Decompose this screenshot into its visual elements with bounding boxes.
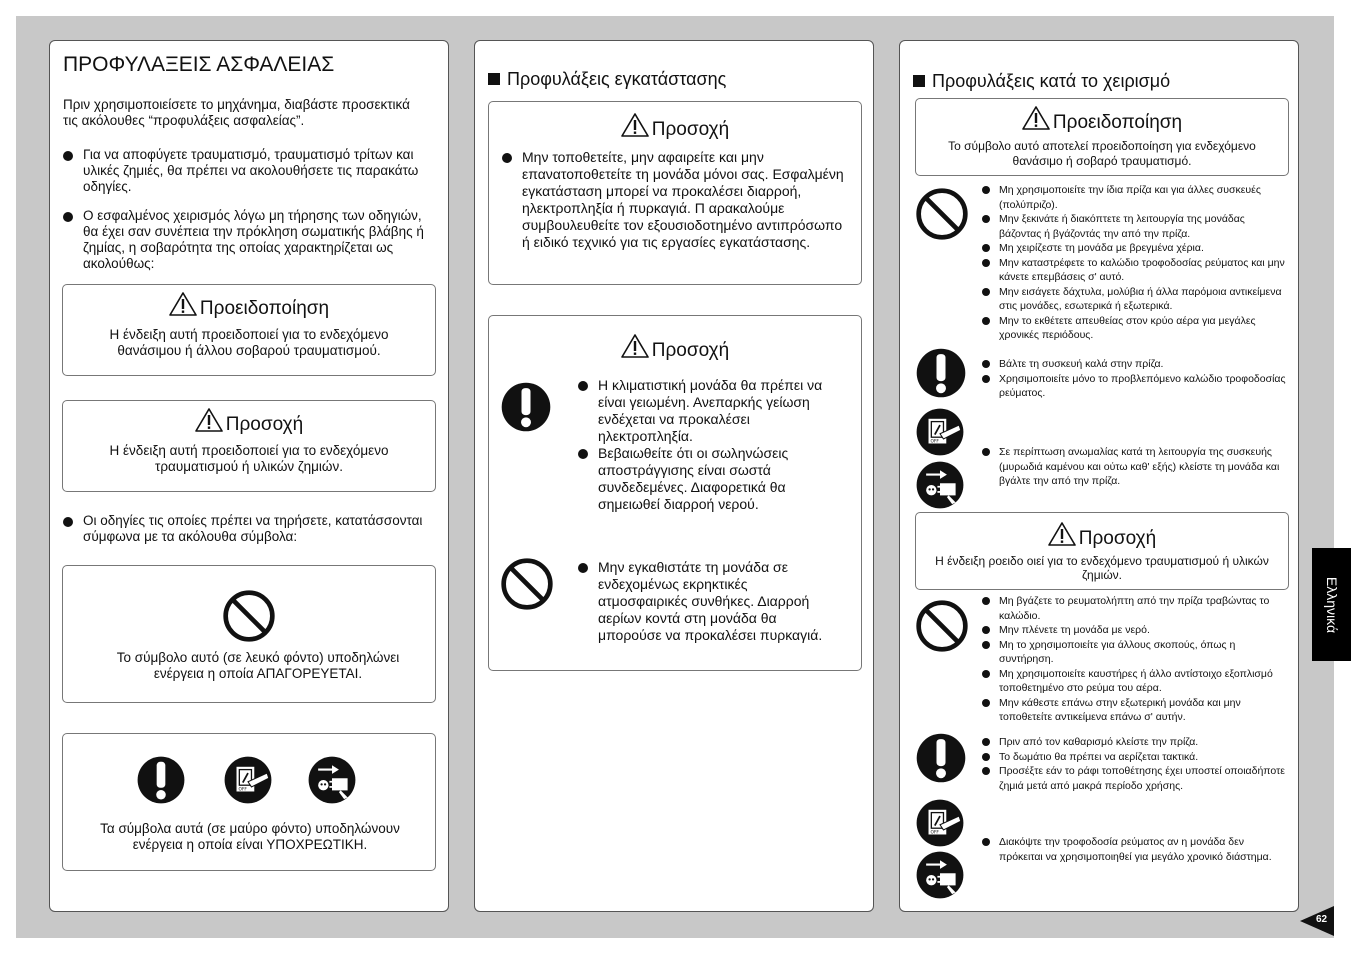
- list-item: Μην πλένετε τη μονάδα με νερό.: [982, 623, 1286, 638]
- heading-square-icon: [488, 73, 500, 85]
- bullet-list: [982, 183, 1286, 343]
- unplug-icon: [914, 459, 966, 511]
- bullet-list: [578, 377, 840, 513]
- warning-triangle-icon: [195, 408, 223, 432]
- caution-text: Η ένδειξη ροειδο οιεί για το ενδεχόμενο τραυματισμού ή υλικών ζημιών.: [935, 554, 1269, 582]
- warning-triangle-icon: [1048, 522, 1076, 546]
- caution-title: Προσοχή: [1078, 528, 1157, 549]
- list-item: Πριν από τον καθαρισμό κλείστε την πρίζα.: [982, 735, 1286, 750]
- bullet-item: Ο εσφαλμένος χειρισμός λόγω μη τήρησης των οδηγιών, θα έχει σαν συνέπεια την πρόκληση σωματικής βλάβης ή ζημίας, η σοβαρότητα της οποίας χαρακτηρίζεται ως ακολούθως:: [63, 208, 435, 272]
- list-item: Μην κάθεστε επάνω στην εξωτερική μονάδα και μην τοποθετείτε αντικείμενα επάνω σ' αυτήν.: [982, 696, 1286, 725]
- language-label: Ελληνικά: [1323, 576, 1340, 633]
- bullet-list: [982, 594, 1286, 725]
- installation-caution-box: [488, 101, 862, 285]
- bullet-list: [982, 357, 1286, 401]
- operation-precautions-panel: [899, 40, 1299, 912]
- list-item: Μη χρησιμοποιείτε την ίδια πρίζα και για άλλες συσκευές (πολύπριζο).: [982, 183, 1286, 212]
- unplug-icon: [914, 849, 966, 901]
- bullet-list: [982, 835, 1286, 864]
- intro-text: Πριν χρησιμοποιείσετε το μηχάνημα, διαβάστε προσεκτικά τις ακόλουθες “προφυλάξεις ασφαλείας”.: [63, 97, 410, 128]
- list-item: Βάλτε τη συσκευή καλά στην πρίζα.: [982, 357, 1286, 372]
- prohibited-icon: [914, 598, 970, 654]
- caution-title: Προσοχή: [651, 340, 730, 361]
- mandatory-symbol-box: [62, 733, 436, 871]
- prohibited-text: Το σύμβολο αυτό (σε λευκό φόντο) υποδηλώνει ενέργεια η οποία ΑΠΑΓΟΡΕΥΕΤΑΙ.: [116, 650, 400, 681]
- list-item: Μη βγάζετε το ρευματολήπτη από την πρίζα τραβώντας το καλώδιο.: [982, 594, 1286, 623]
- installation-caution-box-2: [488, 315, 862, 671]
- warning-text: Η ένδειξη αυτή προειδοποιεί για το ενδεχόμενο θανάσιμου ή άλλου σοβαρού τραυματισμού.: [109, 327, 389, 358]
- bullet-list: [982, 735, 1286, 793]
- list-item: Μην εγκαθιστάτε τη μονάδα σε ενδεχομένως εκρηκτικές ατμοσφαιρικές συνθήκες. Διαρροή αερίων κοντά στη μονάδα θα μπορούσε να προκαλέσει πυρκαγιά.: [578, 559, 840, 644]
- unplug-icon: [306, 754, 358, 806]
- list-item: Σε περίπτωση ανωμαλίας κατά τη λειτουργία της συσκευής (μυρωδιά καμένου και ούτω καθ' εξής) κλείστε τη μονάδα και βγάλτε την από την πρίζα.: [982, 445, 1286, 489]
- warning-triangle-icon: [621, 113, 649, 137]
- bullet-list: [578, 559, 840, 644]
- operation-warning-box: [915, 98, 1289, 176]
- switch-off-icon: [914, 406, 966, 458]
- list-item: Μη χρησιμοποιείτε καυστήρες ή άλλο αντίστοιχο εξοπλισμό τοποθετημένο στο ρεύμα του αέρα.: [982, 667, 1286, 696]
- list-item: Μη το χρησιμοποιείτε για άλλους σκοπούς, όπως η συντήρηση.: [982, 638, 1286, 667]
- safety-precautions-panel: [49, 40, 449, 912]
- exclamation-mandatory-icon: [914, 346, 968, 400]
- bullet-item: Για να αποφύγετε τραυματισμό, τραυματισμό τρίτων και υλικές ζημιές, θα πρέπει να ακολουθήσετε τις παρακάτω οδηγίες.: [63, 147, 435, 195]
- operation-caution-box: [915, 512, 1289, 590]
- switch-off-icon: [222, 754, 274, 806]
- caution-box: [62, 400, 436, 492]
- language-side-tab: [1312, 548, 1351, 661]
- switch-off-icon: [914, 797, 966, 849]
- page-number: 62: [1316, 914, 1328, 925]
- mandatory-text: Τα σύμβολα αυτά (σε μαύρο φόντο) υποδηλώνουν ενέργεια η οποία είναι ΥΠΟΧΡΕΩΤΙΚΗ.: [100, 821, 400, 852]
- list-item: Μην το εκθέτετε απευθείας στον κρύο αέρα για μεγάλες χρονικές περιόδους.: [982, 314, 1286, 343]
- exclamation-mandatory-icon: [135, 754, 187, 806]
- warning-box: [62, 284, 436, 376]
- exclamation-mandatory-icon: [914, 731, 968, 785]
- heading-square-icon: [913, 75, 925, 87]
- caution-text: Η ένδειξη αυτή προειδοποιεί για το ενδεχόμενο τραυματισμού ή υλικών ζημιών.: [109, 443, 389, 474]
- page-title: ΠΡΟΦΥΛΑΞΕΙΣ ΑΣΦΑΛΕΙΑΣ: [63, 53, 335, 76]
- bullet-item: Μην τοποθετείτε, μην αφαιρείτε και μην επανατοποθετείτε τη μονάδα μόνοι σας. Εσφαλμένη εγκατάσταση μπορεί να προκαλέσει διαρροή, ηλεκτροπληξία ή πυρκαγιά. Π αρακαλούμε συμβουλευθείτε τον εξουσιοδοτημένο αντιπρόσωπο ή ειδικό τεχνικό για τις εργασίες εγκατάστασης.: [502, 149, 848, 251]
- list-item: Μην καταστρέφετε το καλώδιο τροφοδοσίας ρεύματος και μην κάνετε επεμβάσεις σ' αυτό.: [982, 256, 1286, 285]
- section-heading: Προφυλάξεις κατά το χειρισμό: [932, 71, 1171, 91]
- prohibited-icon: [221, 588, 277, 644]
- prohibited-symbol-box: [62, 565, 436, 703]
- prohibited-icon: [499, 556, 555, 612]
- warning-title: Προειδοποίηση: [199, 298, 330, 319]
- list-item: Διακόψτε την τροφοδοσία ρεύματος αν η μονάδα δεν πρόκειται να χρησιμοποιηθεί για μεγάλο χρονικό διάστημα.: [982, 835, 1286, 864]
- installation-precautions-panel: [474, 40, 874, 912]
- exclamation-mandatory-icon: [499, 380, 553, 434]
- list-item: Το δωμάτιο θα πρέπει να αερίζεται τακτικά.: [982, 750, 1286, 765]
- warning-triangle-icon: [1022, 106, 1050, 130]
- list-item: Μη χειρίζεστε τη μονάδα με βρεγμένα χέρια.: [982, 241, 1286, 256]
- warning-text: Το σύμβολο αυτό αποτελεί προειδοποίηση για ενδεχόμενο θανάσιμο ή σοβαρό τραυματισμό.: [948, 139, 1256, 168]
- caution-title: Προσοχή: [225, 414, 304, 435]
- warning-title: Προειδοποίηση: [1052, 112, 1183, 133]
- list-item: Η κλιματιστική μονάδα θα πρέπει να είναι γειωμένη. Ανεπαρκής γείωση ενδέχεται να προκαλέσει ηλεκτροπληξία.: [578, 377, 840, 445]
- caution-title: Προσοχή: [651, 119, 730, 140]
- list-item: Μην εισάγετε δάχτυλα, μολύβια ή άλλα παρόμοια αντικείμενα στις μονάδες, εσωτερικά ή εξωτερικά.: [982, 285, 1286, 314]
- list-item: Χρησιμοποιείτε μόνο το προβλεπόμενο καλώδιο τροφοδοσίας ρεύματος.: [982, 372, 1286, 401]
- list-item: Βεβαιωθείτε ότι οι σωληνώσεις αποστράγγισης είναι σωστά συνδεδεμένες. Διαφορετικά θα σημειωθεί διαρροή νερού.: [578, 445, 840, 513]
- warning-triangle-icon: [169, 292, 197, 316]
- list-item: Μην ξεκινάτε ή διακόπτετε τη λειτουργία της μονάδας βάζοντας ή βγάζοντάς την από την πρίζα.: [982, 212, 1286, 241]
- bullet-item: Οι οδηγίες τις οποίες πρέπει να τηρήσετε, κατατάσσονται σύμφωνα με τα ακόλουθα σύμβολα:: [63, 513, 435, 545]
- list-item: Προσέξτε εάν το ράφι τοποθέτησης έχει υποστεί οποιαδήποτε ζημιά μετά από μακρά περίοδο χρήσης.: [982, 764, 1286, 793]
- bullet-list: [982, 445, 1286, 489]
- section-heading: Προφυλάξεις εγκατάστασης: [507, 69, 727, 89]
- warning-triangle-icon: [621, 334, 649, 358]
- prohibited-icon: [914, 186, 970, 242]
